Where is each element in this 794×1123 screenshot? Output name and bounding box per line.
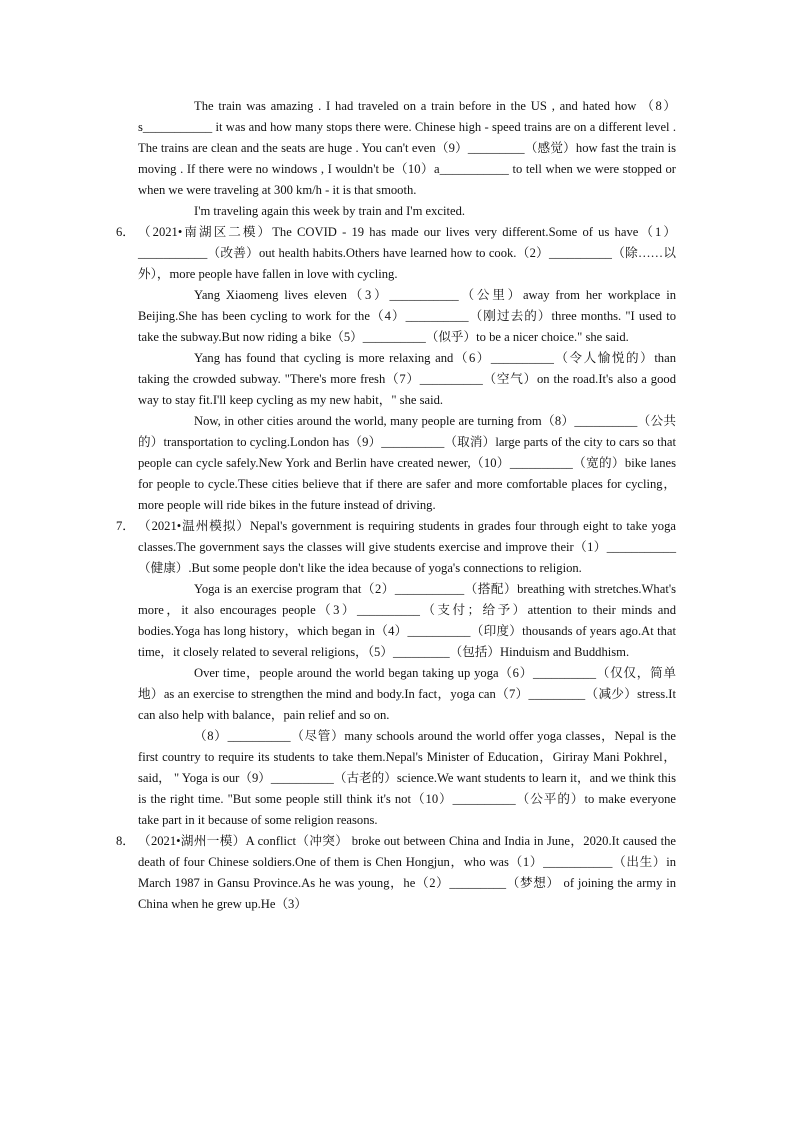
question-number: 6． bbox=[116, 225, 135, 239]
question-header bbox=[116, 222, 676, 285]
question-header bbox=[116, 831, 676, 915]
paragraph: （8）__________（尽管）many schools around the world offer yoga classes，Nepal is the first country to require its students to take them.Nepal's Minister of Education，Giriray Mani Pokhrel，said， " Yoga is our（9）__________（古老的）science.We want students to learn it，and we think this is the right time. "But some people still think it's not（10）__________（公平的）to make everyone take part in it because of some religion reasons. bbox=[138, 729, 676, 827]
paragraph: Now, in other cities around the world, many people are turning from（8）__________（公共的）transportation to cycling.London has（9）__________（取消）large parts of the city to cars so that people can cycle safely.New York and Berlin have created newer,（10）__________（宽的）bike lanes for people to cycle.These cities believe that if there are safer and more comfortable places for cycling，more people will ride bikes in the future instead of driving. bbox=[138, 414, 676, 512]
paragraph: I'm traveling again this week by train and I'm excited. bbox=[194, 204, 466, 218]
paragraph: The train was amazing . I had traveled on a train before in the US , and hated how （8）s___________ it was and how many stops there were. Chinese high - speed trains are on a different level . The trains are clean and the seats are huge . You can't even（9）_________（感觉）how fast the train is moving . If there were no windows , I wouldn't be（10）a___________ to tell when we were stopped or when we were traveling at 300 km/h - it is that smooth. bbox=[138, 99, 676, 197]
paragraph: Over time，people around the world began taking up yoga（6）__________（仅仅，简单地）as an exercise to strengthen the mind and body.In fact，yoga can（7）_________（减少）stress.It can also help with balance，pain relief and so on. bbox=[138, 666, 676, 722]
paragraph: Yang Xiaomeng lives eleven（3）___________（公里）away from her workplace in Beijing.She has been cycling to work for the（4）__________（刚过去的）three months. "I used to take the subway.But now riding a bike（5）__________（似乎）to be a nicer choice." she said. bbox=[138, 288, 676, 344]
paragraph: （2021•湖州一模）A conflict（冲突） broke out between China and India in June，2020.It caused the death of four Chinese soldiers.One of them is Chen Hongjun，who was（1）___________（出生）in March 1987 in Gansu Province.As he was young，he（2）_________（梦想） of joining the army in China when he grew up.He（3） bbox=[138, 834, 676, 911]
paragraph: （2021•南湖区二模）The COVID - 19 has made our lives very different.Some of us have（1）___________（改善）out health habits.Others have learned how to cook.（2）__________（除……以外），more people have fallen in love with cycling. bbox=[138, 225, 676, 281]
paragraph: Yang has found that cycling is more relaxing and（6）__________（令人愉悦的）than taking the crowded subway. "There's more fresh（7）__________（空气）on the road.It's also a good way to stay fit.I'll keep cycling as my new habit，" she said. bbox=[138, 351, 676, 407]
document-content bbox=[116, 96, 676, 915]
question-6 bbox=[116, 222, 676, 516]
passage-5-continued bbox=[116, 96, 676, 222]
question-8 bbox=[116, 831, 676, 915]
paragraph: （2021•温州模拟）Nepal's government is requiring students in grades four through eight to take yoga classes.The government says the classes will give students exercise and improve their（1）___________（健康）.But some people don't like the idea because of yoga's connections to religion. bbox=[138, 519, 676, 575]
question-7 bbox=[116, 516, 676, 831]
question-number: 7． bbox=[116, 519, 135, 533]
question-number: 8． bbox=[116, 834, 135, 848]
question-header bbox=[116, 516, 676, 579]
paragraph: Yoga is an exercise program that（2）___________（搭配）breathing with stretches.What's more，it also encourages people（3）__________（支付；给予）attention to their minds and bodies.Yoga has long history，which began in（4）__________（印度）thousands of years ago.At that time，it closely related to several religions，（5）_________（包括）Hinduism and Buddhism. bbox=[138, 582, 676, 659]
